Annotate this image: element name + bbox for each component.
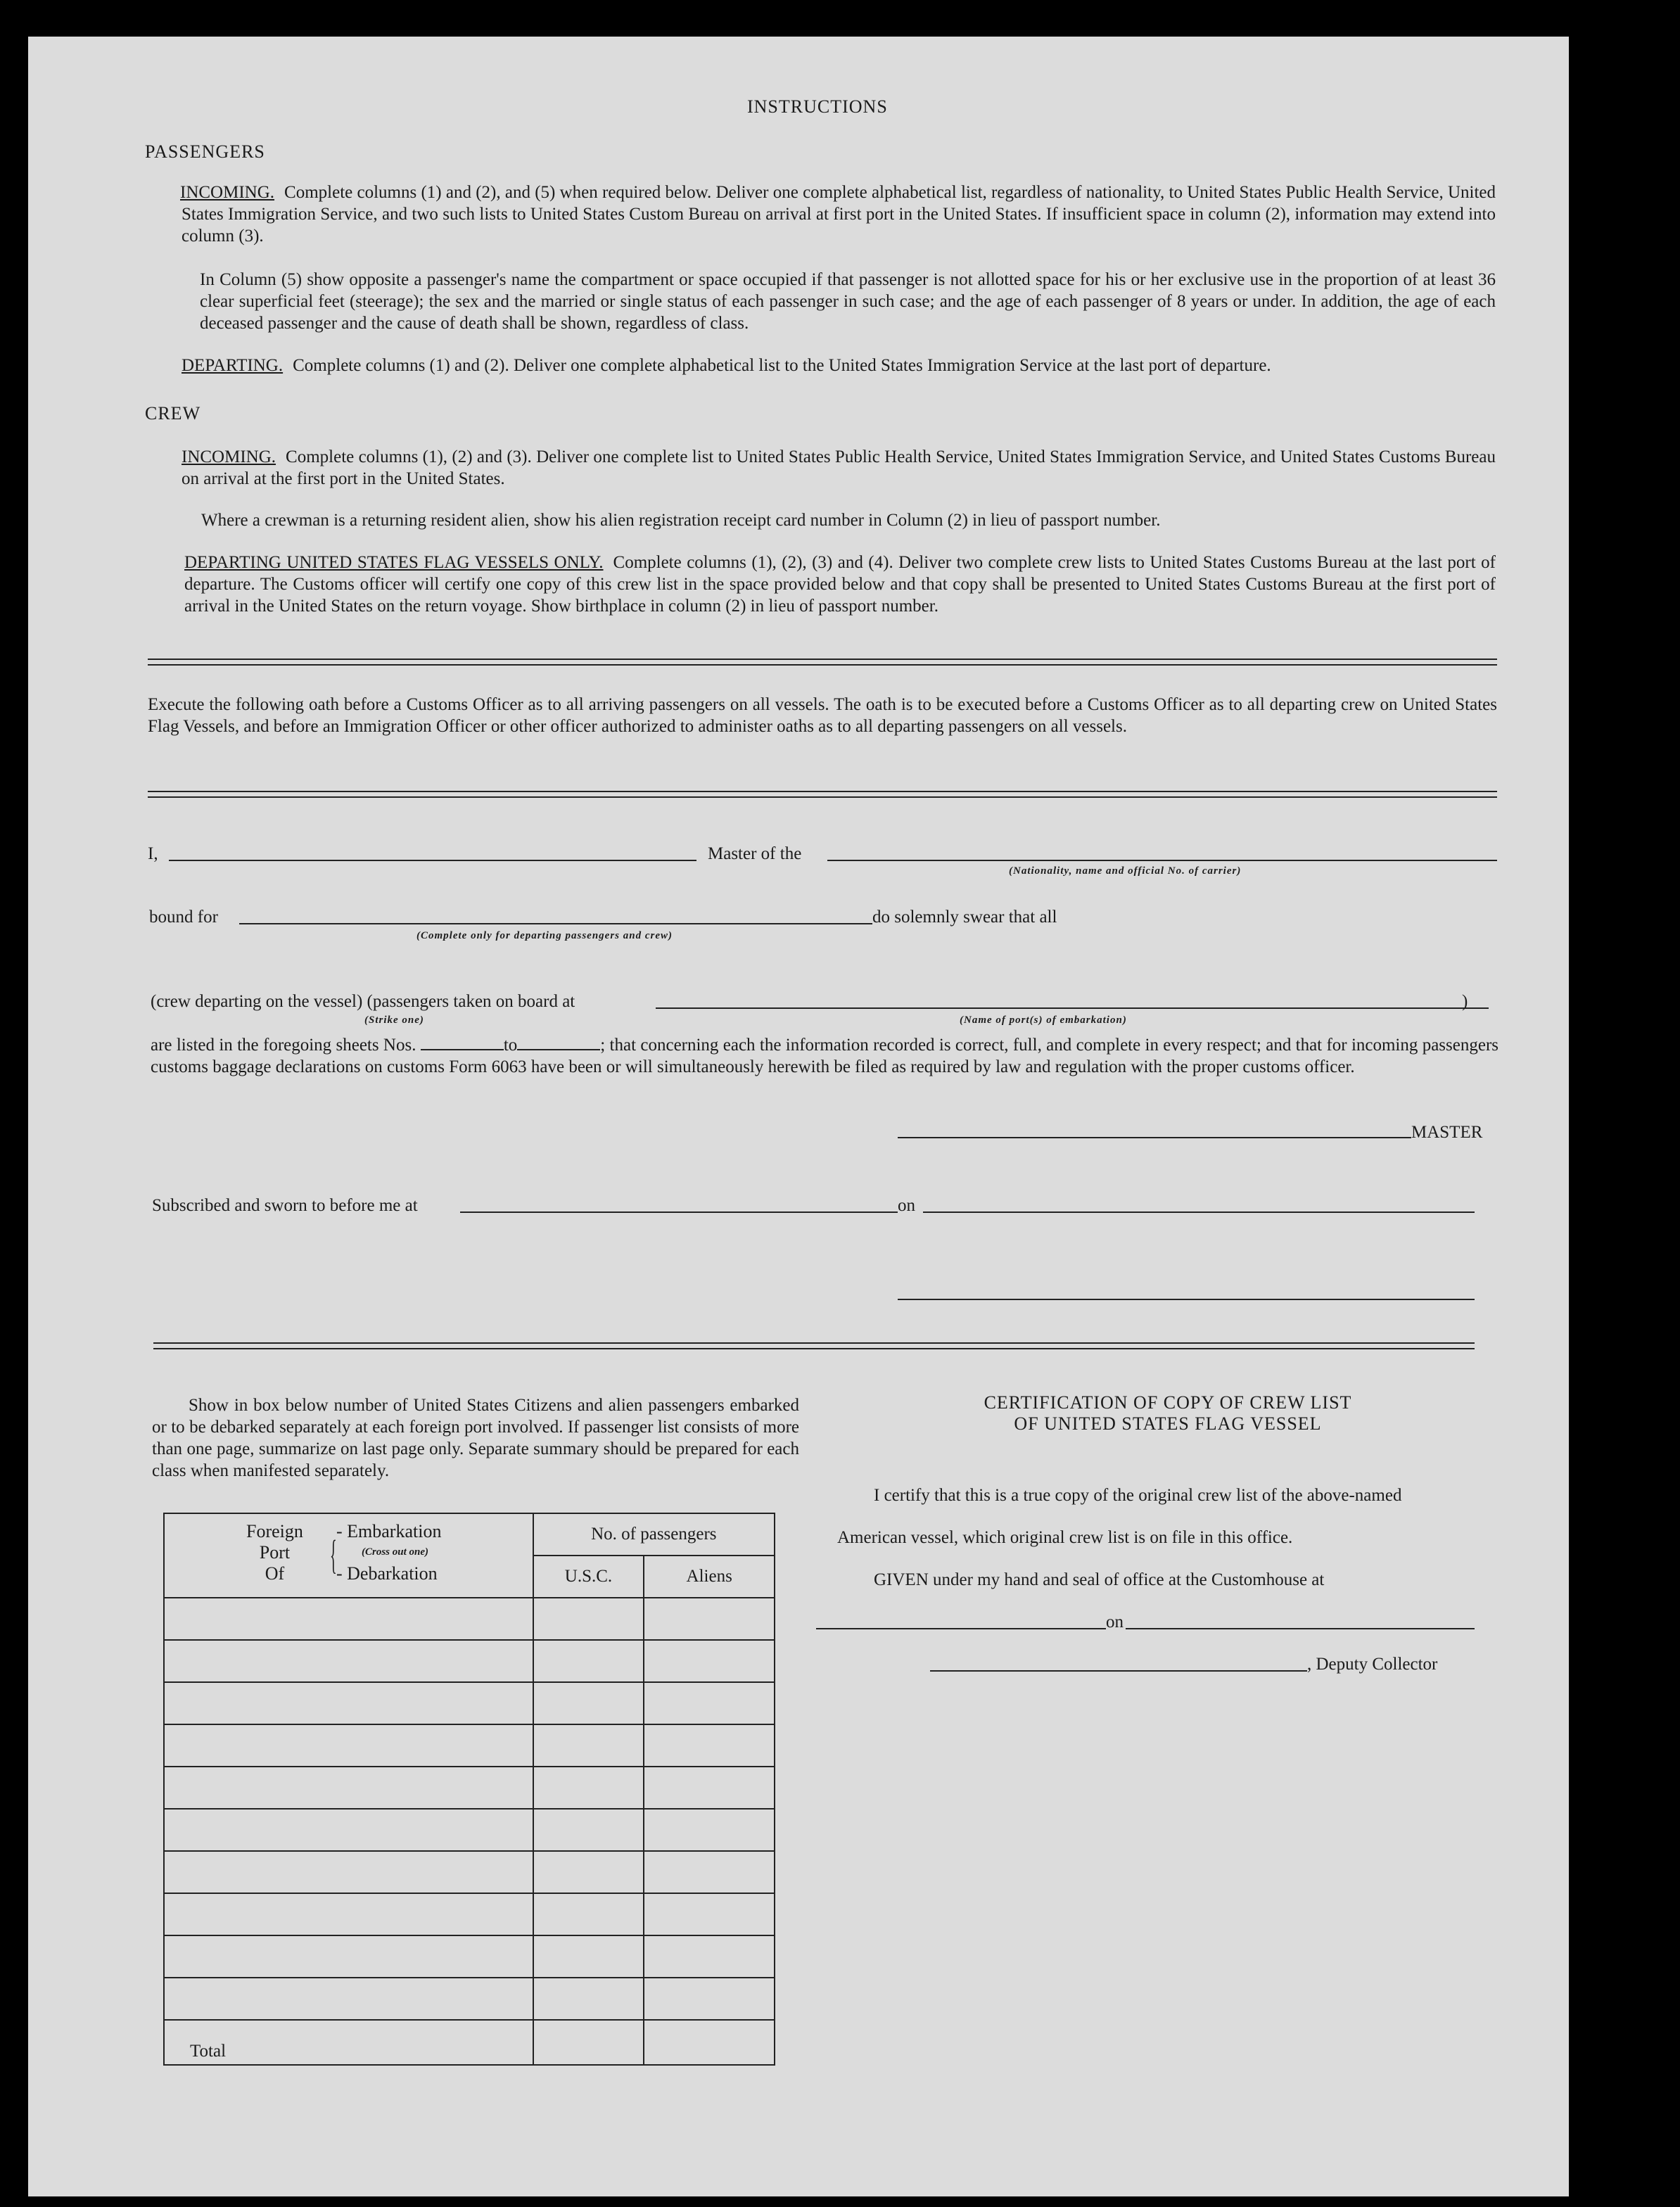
cert-on-label: on — [1106, 1613, 1124, 1632]
passengers-incoming-paragraph — [182, 182, 1496, 247]
aliens-cell[interactable] — [644, 1640, 775, 1682]
port-cell[interactable] — [164, 1682, 533, 1724]
aliens-cell[interactable] — [644, 1598, 775, 1640]
oath-i-label: I, — [148, 844, 158, 863]
divider-double — [148, 791, 1497, 798]
bound-for-label: bound for — [149, 908, 218, 927]
aliens-cell[interactable] — [644, 1724, 775, 1767]
officer-signature-field[interactable] — [898, 1299, 1475, 1300]
aliens-cell[interactable] — [644, 1809, 775, 1851]
certification-title-2: OF UNITED STATES FLAG VESSEL — [1014, 1413, 1322, 1434]
aliens-cell[interactable] — [644, 1851, 775, 1893]
usc-cell[interactable] — [533, 1851, 644, 1893]
usc-total-cell[interactable] — [533, 2020, 644, 2065]
subscribed-label: Subscribed and sworn to before me at — [152, 1196, 418, 1215]
port-cell[interactable] — [164, 1724, 533, 1767]
sheet-to-field[interactable] — [517, 1035, 600, 1050]
port-cell[interactable] — [164, 1935, 533, 1978]
divider-double — [153, 1342, 1475, 1349]
foreign-label: Foreign — [246, 1521, 303, 1541]
port-cell[interactable] — [164, 1598, 533, 1640]
carrier-caption: (Nationality, name and official No. of carrier) — [1009, 865, 1242, 877]
bound-caption: (Complete only for departing passengers and crew) — [416, 930, 673, 941]
debarkation-option[interactable]: - Debarkation — [336, 1563, 438, 1584]
usc-cell[interactable] — [533, 1724, 644, 1767]
aliens-cell[interactable] — [644, 1978, 775, 2020]
carrier-field[interactable] — [827, 860, 1497, 861]
cross-out-caption: (Cross out one) — [362, 1546, 429, 1558]
on-label: on — [898, 1196, 915, 1215]
to-label: to — [503, 1036, 518, 1055]
embarkation-option[interactable]: - Embarkation — [336, 1521, 442, 1541]
crew-departing-label: (crew departing on the vessel) (passengers taken on board at — [151, 992, 575, 1011]
certification-title-1: CERTIFICATION OF COPY OF CREW LIST — [984, 1392, 1352, 1413]
aliens-cell[interactable] — [644, 1767, 775, 1809]
crew-departing-text: Complete columns (1), (2), (3) and (4). Deliver two complete crew lists to United States Customs Bureau at the last port of departure. The Customs officer will certify one copy of this crew list in the space provided below and that copy shall be presented to United States Customs Bureau at the first port of arrival in the United States on the return voyage. Show birthplace in column (2) in lieu of passport number. — [184, 553, 1496, 616]
aliens-cell[interactable] — [644, 1893, 775, 1935]
form-page — [28, 37, 1569, 2196]
sworn-date-field[interactable] — [923, 1211, 1475, 1213]
port-label: Port — [259, 1542, 291, 1563]
usc-cell[interactable] — [533, 1935, 644, 1978]
listed-label: are listed in the foregoing sheets Nos. — [151, 1036, 416, 1055]
crew-incoming-paragraph — [182, 446, 1496, 490]
usc-cell[interactable] — [533, 1682, 644, 1724]
crew-departing-head: DEPARTING UNITED STATES FLAG VESSELS ONLY. — [184, 553, 604, 572]
foreign-port-header — [164, 1513, 533, 1598]
deputy-signature-field[interactable] — [930, 1670, 1307, 1672]
passengers-incoming-text: Complete columns (1) and (2), and (5) when required below. Deliver one complete alphabetical list, regardless of nationality, to United States Public Health Service, United States Immigration Service, and two such lists to United States Custom Bureau on arrival at first port in the United States. If insufficient space in column (2), information may extend into column (3). — [182, 183, 1496, 246]
aliens-total-cell[interactable] — [644, 2020, 775, 2065]
crew-incoming-head: INCOMING. — [182, 447, 276, 466]
bound-for-field[interactable] — [239, 923, 872, 924]
passengers-incoming-head: INCOMING. — [180, 183, 275, 202]
passengers-column5-paragraph: In Column (5) show opposite a passenger's name the compartment or space occupied if that passenger is not allotted space for his or her exclusive use in the proportion of at least 36 clear superficial feet (steerage); the sex and the married or single status of each passenger in such case; and the age of each passenger of 8 years or under. In addition, the age of each deceased passenger and the cause of death shall be shown, regardless of class. — [200, 270, 1496, 333]
cert-date-field[interactable] — [1126, 1628, 1475, 1629]
port-cell[interactable] — [164, 1851, 533, 1893]
passengers-departing-paragraph — [182, 355, 1496, 376]
summary-instructions: Show in box below number of United States Citizens and alien passengers embarked or to be debarked separately at each foreign port involved. If passenger list consists of more than one page, summarize on last page only. Separate summary should be prepared for each class when manifested separately. — [152, 1396, 799, 1480]
usc-header: U.S.C. — [533, 1556, 644, 1598]
master-name-field[interactable] — [169, 860, 696, 861]
master-of-label: Master of the — [708, 844, 802, 863]
sworn-place-field[interactable] — [460, 1211, 898, 1213]
ports-caption: (Name of port(s) of embarkation) — [960, 1015, 1127, 1026]
listed-rest: ; that concerning each the information recorded is correct, full, and complete in every respect; and that for incoming passengers customs baggage declarations on customs Form 6063 have been or will simultaneously herewith be filed as required by law and regulation with the proper customs officer. — [151, 1036, 1499, 1076]
master-label: MASTER — [1411, 1123, 1483, 1142]
oath-intro: Execute the following oath before a Customs Officer as to all arriving passengers on all vessels. The oath is to be executed before a Customs Officer as to all departing crew on United States Flag Vessels, and before an Immigration Officer or other officer authorized to administer oaths as to all departing passengers on all vessels. — [148, 695, 1497, 736]
given-text: GIVEN under my hand and seal of office at the Customhouse at — [874, 1570, 1325, 1589]
port-cell[interactable] — [164, 1809, 533, 1851]
deputy-collector-label: , Deputy Collector — [1307, 1655, 1438, 1674]
swear-label: do solemnly swear that all — [872, 908, 1057, 927]
usc-cell[interactable] — [533, 1767, 644, 1809]
divider-double — [148, 659, 1497, 666]
total-label: Total — [164, 2020, 533, 2065]
usc-cell[interactable] — [533, 1809, 644, 1851]
passengers-departing-head: DEPARTING. — [182, 356, 284, 375]
crew-departing-paragraph — [184, 552, 1496, 617]
port-cell[interactable] — [164, 1978, 533, 2020]
port-cell[interactable] — [164, 1640, 533, 1682]
aliens-header: Aliens — [644, 1556, 775, 1598]
aliens-cell[interactable] — [644, 1682, 775, 1724]
passengers-heading: PASSENGERS — [145, 141, 265, 162]
page-title: INSTRUCTIONS — [747, 96, 888, 117]
usc-cell[interactable] — [533, 1893, 644, 1935]
brace-icon: { — [330, 1532, 337, 1577]
certify-line-1: I certify that this is a true copy of the original crew list of the above-named — [874, 1486, 1402, 1505]
embarkation-ports-field[interactable] — [656, 1007, 1489, 1009]
sheet-from-field[interactable] — [421, 1035, 504, 1050]
of-label: Of — [265, 1563, 285, 1584]
no-passengers-header: No. of passengers — [533, 1513, 775, 1556]
listed-paragraph — [151, 1034, 1498, 1078]
strike-caption: (Strike one) — [364, 1015, 424, 1026]
usc-cell[interactable] — [533, 1978, 644, 2020]
master-signature-field[interactable] — [898, 1137, 1411, 1138]
customhouse-field[interactable] — [816, 1628, 1106, 1629]
crew-incoming-text: Complete columns (1), (2) and (3). Deliver one complete list to United States Public Health Service, United States Immigration Service, and United States Customs Bureau on arrival at the first port in the United States. — [182, 447, 1496, 488]
usc-cell[interactable] — [533, 1598, 644, 1640]
port-cell[interactable] — [164, 1893, 533, 1935]
passengers-departing-text: Complete columns (1) and (2). Deliver one complete alphabetical list to the United States Immigration Service at the last port of departure. — [293, 356, 1271, 375]
usc-cell[interactable] — [533, 1640, 644, 1682]
aliens-cell[interactable] — [644, 1935, 775, 1978]
port-cell[interactable] — [164, 1767, 533, 1809]
certify-line-2: American vessel, which original crew list is on file in this office. — [837, 1528, 1293, 1547]
passenger-summary-table — [163, 1513, 775, 2066]
crew-resident-paragraph: Where a crewman is a returning resident alien, show his alien registration receipt card number in Column (2) in lieu of passport number. — [201, 511, 1161, 530]
crew-heading: CREW — [145, 403, 201, 424]
close-paren: ) — [1462, 992, 1468, 1011]
